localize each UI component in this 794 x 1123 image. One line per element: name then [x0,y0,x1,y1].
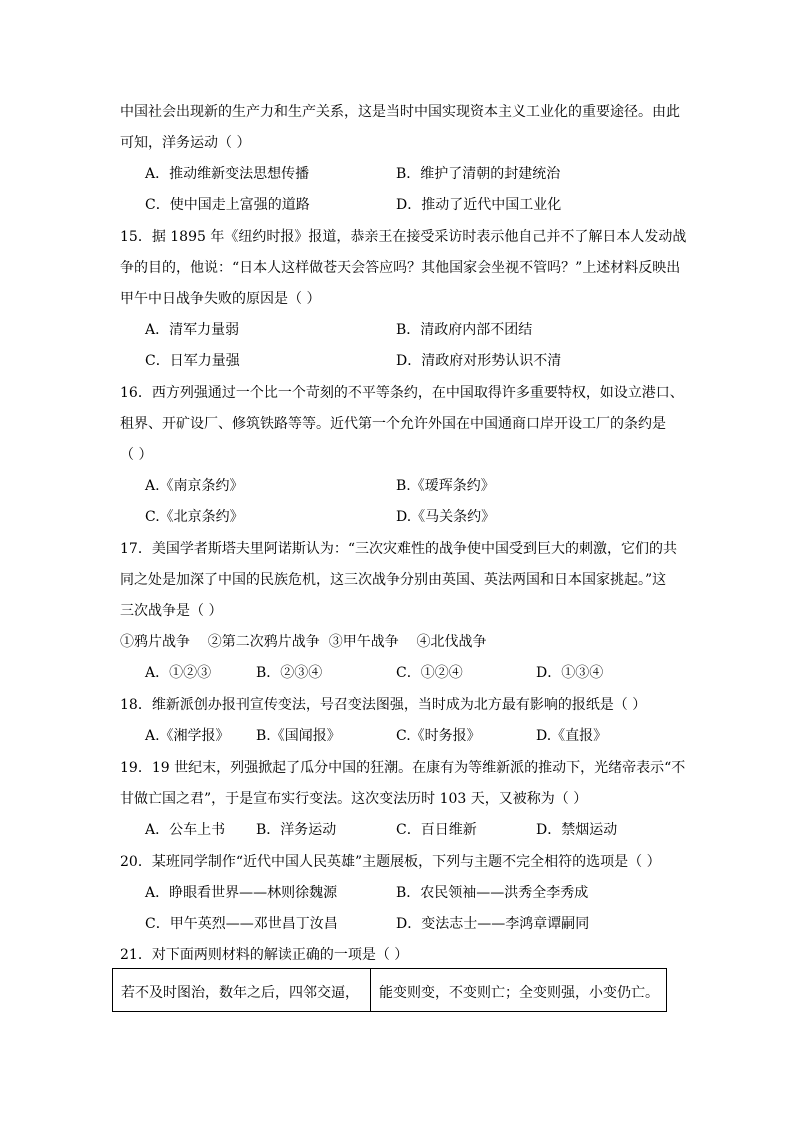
q15-text-line1: 15．据 1895 年《纽约时报》报道，恭亲王在接受采访时表示他自己并不了解日本人发动战 [120,229,687,245]
q14-option-c: C．使中国走上富强的道路 [145,197,310,213]
q14-option-b: B．维护了清朝的封建统治 [396,166,561,182]
q20-option-c: C．甲午英烈——邓世昌丁汝昌 [145,916,338,932]
q20-option-a: A．睁眼看世界——林则徐魏源 [145,885,338,901]
q17-option-a: A．①②③ [145,665,212,681]
q19-option-c: C．百日维新 [396,822,477,838]
q15-text-line3: 甲午中日战争失败的原因是（ ） [120,291,321,307]
q14-text-line1: 中国社会出现新的生产力和生产关系，这是当时中国实现资本主义工业化的重要途径。由此 [120,104,680,120]
q16-text-line3: （ ） [120,447,153,463]
q21-material-1: 若不及时图治，数年之后，四邻交逼， [113,969,371,1011]
q15-option-b: B．清政府内部不团结 [396,322,533,338]
q21-material-table [112,968,667,1012]
q14-option-a: A．推动维新变法思想传播 [145,166,310,182]
q15-option-d: D．清政府对形势认识不清 [396,353,562,369]
q17-option-c: C．①②④ [396,665,463,681]
q15-text-line2: 争的目的，他说：“日本人这样做苍天会答应吗？其他国家会坐视不管吗？”上述材料反映出 [120,260,681,276]
q19-option-a: A．公车上书 [145,822,226,838]
q18-option-b: B.《国闻报》 [256,728,341,744]
q14-option-d: D．推动了近代中国工业化 [396,197,562,213]
q21-material-2: 能变则变，不变则亡；全变则强，小变仍亡。 [379,985,659,1001]
q18-option-d: D.《直报》 [536,728,608,744]
q20-option-b: B．农民领袖——洪秀全李秀成 [396,885,589,901]
q16-text-line2: 租界、开矿设厂、修筑铁路等等。近代第一个允许外国在中国通商口岸开设工厂的条约是 [120,416,666,432]
q18-option-a: A.《湘学报》 [145,728,230,744]
q15-option-a: A．清军力量弱 [145,322,240,338]
q17-text-line3: 三次战争是（ ） [120,603,223,619]
q19-text-line2: 甘做亡国之君”，于是宣布实行变法。这次变法历时 103 天，又被称为（ ） [120,791,588,807]
q19-option-d: D．禁烟运动 [536,822,618,838]
q19-option-b: B．洋务运动 [256,822,337,838]
q17-item-list: ①鸦片战争 ②第二次鸦片战争 ③甲午战争 ④北伐战争 [120,634,487,650]
q16-text-line1: 16．西方列强通过一个比一个苛刻的不平等条约，在中国取得许多重要特权，如设立港口、 [120,385,684,401]
q20-option-d: D．变法志士——李鸿章谭嗣同 [396,916,590,932]
q16-option-a: A.《南京条约》 [145,478,244,494]
q19-text-line1: 19．19 世纪末，列强掀起了瓜分中国的狂潮。在康有为等维新派的推动下，光绪帝表示“不 [120,760,686,776]
q18-text-line1: 18．维新派创办报刊宣传变法，号召变法图强，当时成为北方最有影响的报纸是（ ） [120,697,647,713]
q17-option-d: D．①③④ [536,665,604,681]
q16-option-b: B.《瑷珲条约》 [396,478,495,494]
q16-option-c: C.《北京条约》 [145,509,244,525]
q18-option-c: C.《时务报》 [396,728,481,744]
q16-option-d: D.《马关条约》 [396,509,496,525]
q14-text-line2: 可知，洋务运动（ ） [120,135,251,151]
q20-text-line1: 20．某班同学制作“近代中国人民英雄”主题展板，下列与主题不完全相符的选项是（ ） [120,854,661,870]
q15-option-c: C．日军力量强 [145,353,240,369]
q17-text-line2: 同之处是加深了中国的民族危机，这三次战争分别由英国、英法两国和日本国家挑起。”这 [120,572,667,588]
q21-text-line1: 21．对下面两则材料的解读正确的一项是（ ） [120,947,409,963]
q17-option-b: B．②③④ [256,665,323,681]
q17-text-line1: 17．美国学者斯塔夫里阿诺斯认为：“三次灾难性的战争使中国受到巨大的刺激，它们的共 [120,541,677,557]
